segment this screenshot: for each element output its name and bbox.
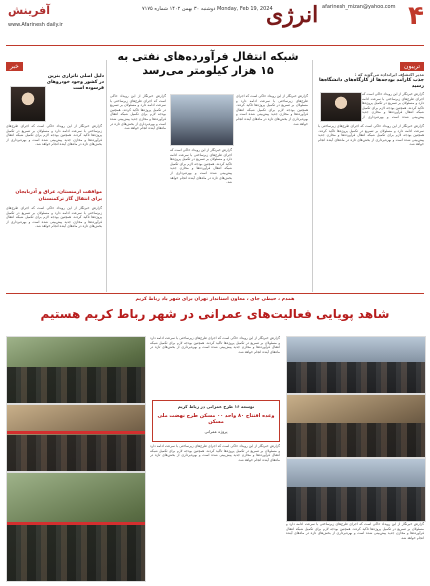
right-headline: جذب کارآمد بودجه‌ها از کارگاه‌های دانشگاه‌ها رسید (319, 78, 424, 89)
box-line1: توسعه ۱۶ طرح عمرانی در رباط کریم (177, 404, 255, 409)
highlight-box (152, 400, 280, 442)
bottom-body-1: گزارش خبرنگار از این رویداد حاکی است که اجرای طرح‌های زیرساختی با سرعت ادامه دارد و مسئولان بر تسریع در تکمیل پروژه‌ها تاکید کردند. همچنین بودجه لازم برای تکمیل شبکه انتقال فرآورده‌ها و مخازن جدید پیش‌بینی شده است و بهره‌برداری از بخش‌های تازه در ماه‌های آینده انجام خواهد شد. (150, 336, 280, 354)
bottom-body-2: گزارش خبرنگار از این رویداد حاکی است که اجرای طرح‌های زیرساختی با سرعت ادامه دارد و مسئولان بر تسریع در تکمیل پروژه‌ها تاکید کردند. همچنین بودجه لازم برای تکمیل شبکه انتقال فرآورده‌ها و مخازن جدید پیش‌بینی شده است و بهره‌برداری از بخش‌های تازه در ماه‌های آینده انجام خواهد شد. (150, 444, 280, 462)
main-headline: شبکه انتقال فرآورده‌های نفتی به ۱۵ هزار کیلومتر می‌رسد (117, 50, 299, 77)
ribbon (7, 522, 145, 525)
photo-interview (286, 458, 426, 522)
main-body-2: گزارش خبرنگار از این رویداد حاکی است که اجرای طرح‌های زیرساختی با سرعت ادامه دارد و مسئولان بر تسریع در تکمیل پروژه‌ها تاکید کردند. همچنین بودجه لازم برای تکمیل شبکه انتقال فرآورده‌ها و مخازن جدید پیش‌بینی شده است و بهره‌برداری از بخش‌های تازه در ماه‌های آینده انجام خواهد شد. (170, 148, 232, 185)
photo-site-visit (286, 394, 426, 458)
section-divider (6, 293, 424, 294)
bottom-headline: شاهد پویایی فعالیت‌های عمرانی در شهر رباط کریم هستیم (40, 307, 390, 321)
secondary-brand-url[interactable]: www.Afarinesh daily.ir (8, 22, 63, 28)
column-divider (312, 60, 313, 292)
photo-ceremony (6, 472, 146, 582)
right-body-1: گزارش خبرنگار از این رویداد حاکی است که اجرای طرح‌های زیرساختی با سرعت ادامه دارد و مسئولان بر تسریع در تکمیل پروژه‌ها تاکید کردند. همچنین بودجه لازم برای تکمیل شبکه انتقال فرآورده‌ها و مخازن جدید پیش‌بینی شده است و بهره‌برداری از (362, 92, 424, 119)
left-body-2: گزارش خبرنگار از این رویداد حاکی است که اجرای طرح‌های زیرساختی با سرعت ادامه دارد و مسئولان بر تسریع در تکمیل پروژه‌ها تاکید کردند. همچنین بودجه لازم برای تکمیل شبکه انتقال فرآورده‌ها و مخازن جدید پیش‌بینی شده است و بهره‌برداری از بخش‌های تازه در ماه‌های آینده انجام خواهد شد. (6, 206, 102, 229)
masthead-email[interactable]: afarinesh_mizan@yahoo.com (322, 4, 396, 10)
ribbon (7, 431, 145, 434)
left-headline: دلیل اصلی ناترازی بنزین در کشور وجود خودروهای فرسوده است (46, 74, 104, 91)
right-portrait-photo (320, 92, 362, 122)
secondary-brand: آفرینش (8, 4, 50, 17)
main-body-1: گزارش خبرنگار از این رویداد حاکی است که اجرای طرح‌های زیرساختی با سرعت ادامه دارد و مسئولان بر تسریع در تکمیل پروژه‌ها تاکید کردند. همچنین بودجه لازم برای تکمیل شبکه انتقال فرآورده‌ها و مخازن جدید پیش‌بینی شده است و بهره‌برداری از بخش‌های تازه در ماه‌های آینده انجام خواهد شد. (236, 94, 308, 126)
left-body-1: گزارش خبرنگار از این رویداد حاکی است که اجرای طرح‌های زیرساختی با سرعت ادامه دارد و مسئولان بر تسریع در تکمیل پروژه‌ها تاکید کردند. همچنین بودجه لازم برای تکمیل شبکه انتقال فرآورده‌ها و مخازن جدید پیش‌بینی شده است و بهره‌برداری از بخش‌های تازه در ماه‌های آینده انجام خواهد شد. (6, 124, 102, 147)
photo-speaker (286, 336, 426, 394)
left-sub-headline: موافقت ارمنستان، عراق و آذربایجان برای انتقال گاز ترکمنستان (15, 190, 102, 202)
column-divider (106, 60, 107, 292)
masthead-rule (6, 45, 424, 46)
box-title: وعده افتتاح ۸۰ واحد ۰۰ مسکن طرح نهضت ملی مسکن (157, 413, 275, 425)
photo-ribbon-cutting (6, 404, 146, 472)
pipeline-photo (170, 94, 234, 146)
section-tag-news: خبر (6, 62, 23, 71)
section-tag-tribune: تریبون (400, 62, 424, 71)
masthead (0, 0, 430, 46)
page-number: ۴ (408, 1, 424, 31)
left-portrait-photo (10, 86, 46, 122)
masthead-date: دوشنبه ۳۰ بهمن ۱۴۰۲ شماره ۷۱۷۵ Monday, Feb 19, 2024 (142, 6, 273, 12)
right-body-2: گزارش خبرنگار از این رویداد حاکی است که اجرای طرح‌های زیرساختی با سرعت ادامه دارد و مسئولان بر تسریع در تکمیل پروژه‌ها تاکید کردند. همچنین بودجه لازم برای تکمیل شبکه انتقال فرآورده‌ها و مخازن جدید پیش‌بینی شده است و بهره‌برداری از بخش‌های تازه در ماه‌های آینده انجام خواهد شد. (318, 124, 424, 147)
bottom-kicker: همدم ، حیطی جای ، معاون استاندار تهران برای شهر باد رباط کریم (135, 297, 295, 302)
right-intro: مدیر اکتشاف ایرانداده می‌گوید که : (354, 72, 424, 77)
bottom-body-3: گزارش خبرنگار از این رویداد حاکی است که اجرای طرح‌های زیرساختی با سرعت ادامه دارد و مسئولان بر تسریع در تکمیل پروژه‌ها تاکید کردند. همچنین بودجه لازم برای تکمیل شبکه انتقال فرآورده‌ها و مخازن جدید پیش‌بینی شده است و بهره‌برداری از بخش‌های تازه در ماه‌های آینده انجام خواهد شد. (286, 522, 424, 540)
photo-officials-crowd (6, 336, 146, 404)
newspaper-logo: انرژی (266, 2, 319, 28)
main-body-3: گزارش خبرنگار از این رویداد حاکی است که اجرای طرح‌های زیرساختی با سرعت ادامه دارد و مسئولان بر تسریع در تکمیل پروژه‌ها تاکید کردند. همچنین بودجه لازم برای تکمیل شبکه انتقال فرآورده‌ها و مخازن جدید پیش‌بینی شده است و بهره‌برداری از بخش‌های تازه در ماه‌های آینده انجام خواهد شد. (110, 94, 166, 131)
box-line2: پروژه عمرانی (204, 429, 228, 434)
